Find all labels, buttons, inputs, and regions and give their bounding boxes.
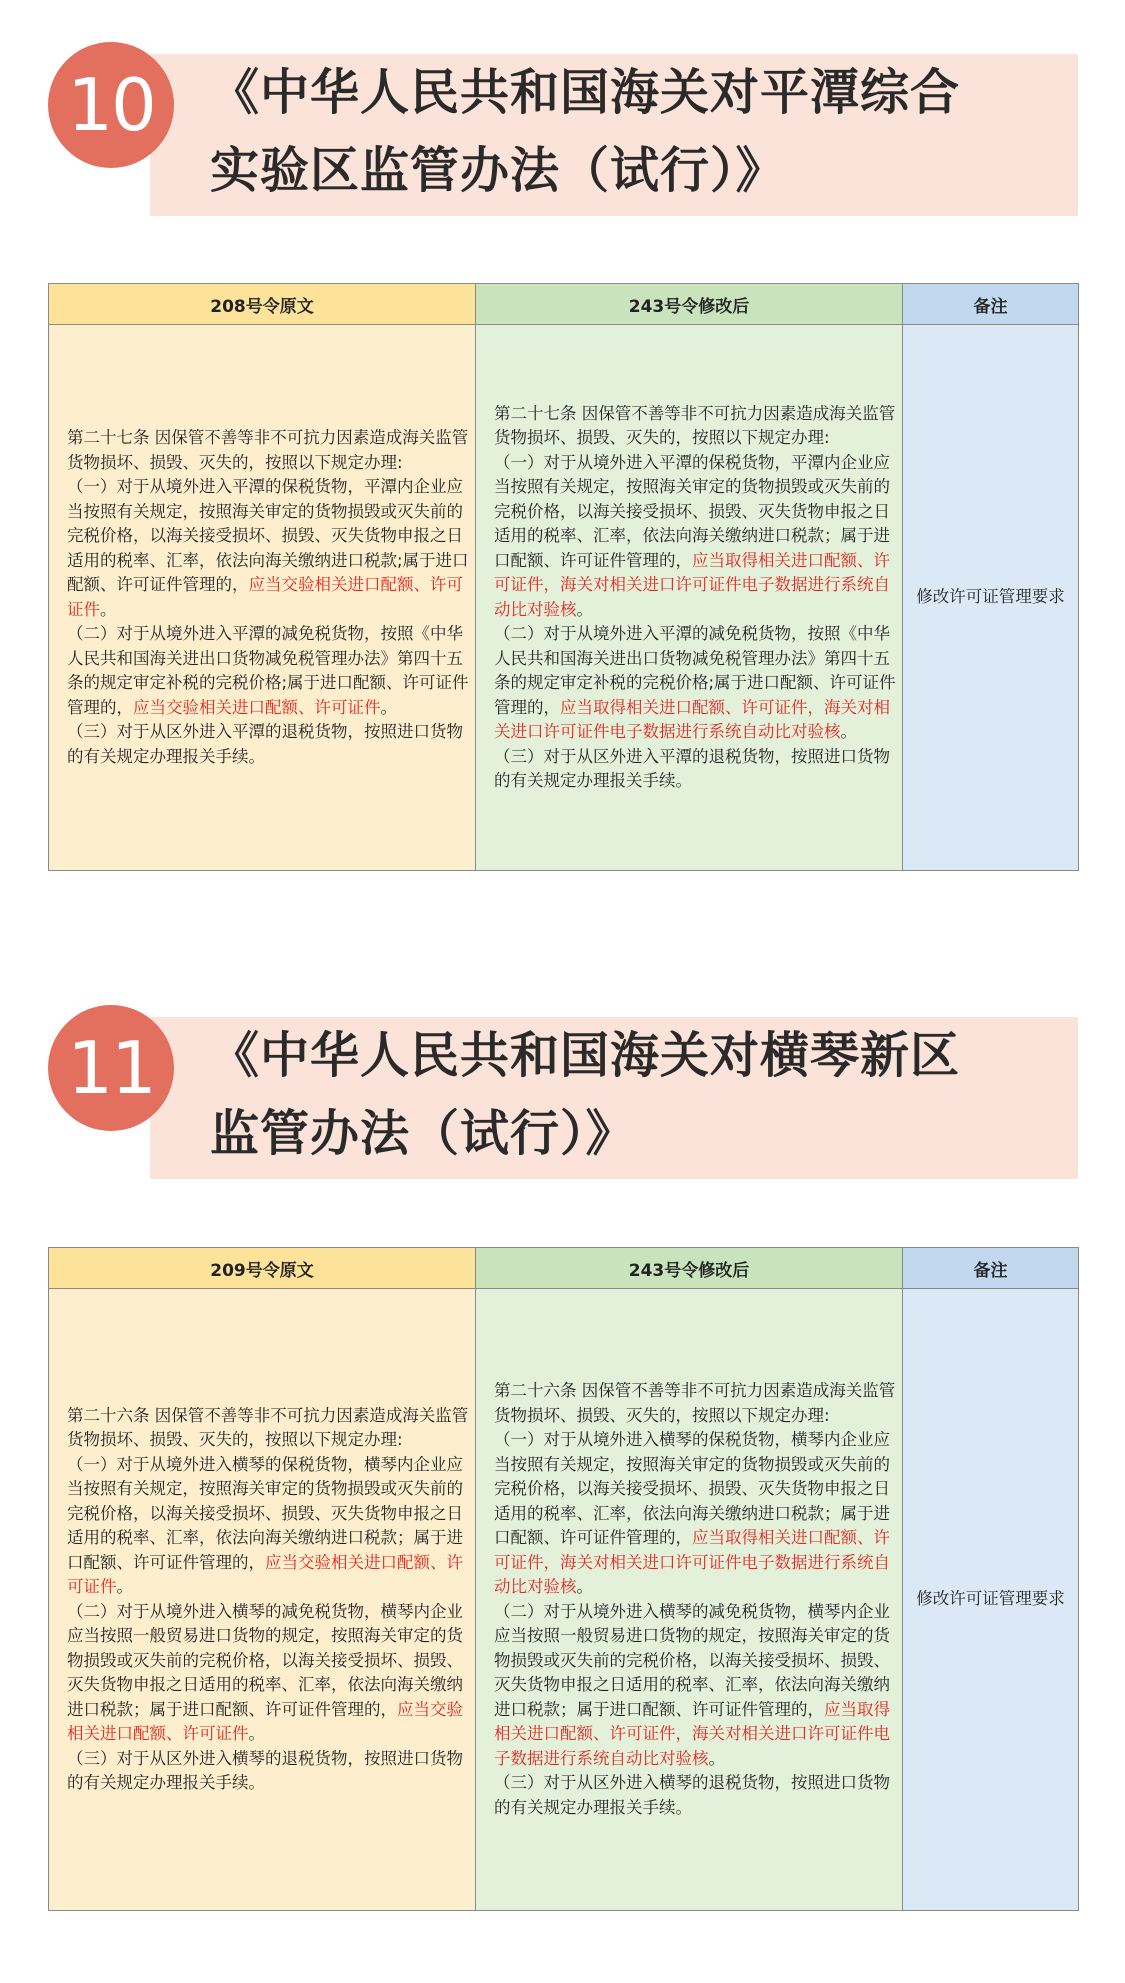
- article-intro: 第二十七条 因保管不善等非不可抗力因素造成海关监管货物损坏、损毁、灭失的，按照以下规定办理:: [67, 428, 469, 472]
- article-intro: 第二十七条 因保管不善等非不可抗力因素造成海关监管货物损坏、损毁、灭失的，按照以下规定办理:: [494, 403, 896, 447]
- clause-3: （三）对于从区外进入横琴的退税货物，按照进口货物的有关规定办理报关手续。: [494, 1773, 890, 1817]
- clause-2: （二）对于从境外进入横琴的减免税货物，横琴内企业应当按照一般贸易进口货物的规定，按照海关审定的货物损毁或灭失前的完税价格，以海关接受损坏、损毁、灭失货物申报之日适用的税率、汇率，依法向海关缴纳进口税款；属于进口配额、许可证件管理的，应当交验相关进口配额、许可证件。: [67, 1601, 463, 1743]
- clause-2: （二）对于从境外进入横琴的减免税货物，横琴内企业应当按照一般贸易进口货物的规定，按照海关审定的货物损毁或灭失前的完税价格，以海关接受损坏、损毁、灭失货物申报之日适用的税率、汇率，依法向海关缴纳进口税款；属于进口配额、许可证件管理的，应当取得相关进口配额、许可证件，海关对相关进口许可证件电子数据进行系统自动比对验核。: [494, 1601, 890, 1768]
- clause-2: （二）对于从境外进入平潭的减免税货物，按照《中华人民共和国海关进出口货物减免税管理办法》第四十五条的规定审定补税的完税价格;属于进口配额、许可证件管理的，应当取得相关进口配额、许可证件，海关对相关进口许可证件电子数据进行系统自动比对验核。: [494, 624, 896, 741]
- clause-1: （一）对于从境外进入横琴的保税货物，横琴内企业应当按照有关规定，按照海关审定的货物损毁或灭失前的完税价格，以海关接受损坏、损毁、灭失货物申报之日适用的税率、汇率，依法向海关缴纳进口税款；属于进口配额、许可证件管理的，应当交验相关进口配额、许可证件。: [67, 1454, 463, 1596]
- title-line-2: 监管办法（试行）》: [210, 1105, 636, 1162]
- article-intro: 第二十六条 因保管不善等非不可抗力因素造成海关监管货物损坏、损毁、灭失的，按照以下规定办理:: [67, 1405, 469, 1449]
- highlighted-change: 应当取得相关进口配额、许可证件，海关对相关进口许可证件电子数据进行系统自动比对验核: [494, 1699, 890, 1768]
- comparison-table: [48, 1247, 1079, 1911]
- header-original: 208号令原文: [49, 284, 476, 325]
- clause-3: （三）对于从区外进入平潭的退税货物，按照进口货物的有关规定办理报关手续。: [494, 746, 890, 790]
- title-line-2: 实验区监管办法（试行）》: [210, 142, 786, 199]
- clause-1: （一）对于从境外进入横琴的保税货物，横琴内企业应当按照有关规定，按照海关审定的货物损毁或灭失前的完税价格，以海关接受损坏、损毁、灭失货物申报之日适用的税率、汇率，依法向海关缴纳进口税款；属于进口配额、许可证件管理的，应当取得相关进口配额、许可证件，海关对相关进口许可证件电子数据进行系统自动比对验核。: [494, 1430, 890, 1596]
- article-intro: 第二十六条 因保管不善等非不可抗力因素造成海关监管货物损坏、损毁、灭失的，按照以下规定办理:: [494, 1381, 896, 1425]
- title-line-1: 《中华人民共和国海关对平潭综合: [210, 64, 961, 121]
- header-note: 备注: [903, 284, 1079, 325]
- original-text-cell: [49, 1289, 476, 1911]
- highlighted-change: 应当交验相关进口配额、许可证件: [67, 575, 463, 619]
- header-original: 209号令原文: [49, 1248, 476, 1289]
- header-note: 备注: [903, 1248, 1079, 1289]
- section-title: [210, 54, 1070, 210]
- highlighted-change: 应当取得相关进口配额、许可证件，海关对相关进口许可证件电子数据进行系统自动比对验核: [494, 697, 890, 741]
- clause-1: （一）对于从境外进入平潭的保税货物，平潭内企业应当按照有关规定，按照海关审定的货物损毁或灭失前的完税价格，以海关接受损坏、损毁、灭失货物申报之日适用的税率、汇率，依法向海关缴纳进口税款;属于进口配额、许可证件管理的，应当交验相关进口配额、许可证件。: [67, 477, 469, 619]
- highlighted-change: 应当交验相关进口配额、许可证件: [133, 697, 381, 717]
- clause-2: （二）对于从境外进入平潭的减免税货物，按照《中华人民共和国海关进出口货物减免税管理办法》第四十五条的规定审定补税的完税价格;属于进口配额、许可证件管理的，应当交验相关进口配额、许可证件。: [67, 624, 469, 717]
- header-revised: 243号令修改后: [476, 284, 903, 325]
- note-cell: 修改许可证管理要求: [903, 1289, 1079, 1911]
- note-cell: 修改许可证管理要求: [903, 325, 1079, 871]
- revised-text-cell: [476, 1289, 903, 1911]
- original-text-cell: [49, 325, 476, 871]
- clause-3: （三）对于从区外进入平潭的退税货物，按照进口货物的有关规定办理报关手续。: [67, 722, 463, 766]
- header-revised: 243号令修改后: [476, 1248, 903, 1289]
- clause-3: （三）对于从区外进入横琴的退税货物，按照进口货物的有关规定办理报关手续。: [67, 1748, 463, 1792]
- highlighted-change: 应当取得相关进口配额、许可证件，海关对相关进口许可证件电子数据进行系统自动比对验核: [494, 550, 890, 619]
- highlighted-change: 应当取得相关进口配额、许可证件，海关对相关进口许可证件电子数据进行系统自动比对验核: [494, 1528, 890, 1596]
- section-number-badge: 10: [48, 42, 174, 168]
- section-title: [210, 1017, 1070, 1173]
- highlighted-change: 应当交验相关进口配额、许可证件: [67, 1699, 463, 1743]
- comparison-table: [48, 283, 1079, 871]
- highlighted-change: 应当交验相关进口配额、许可证件: [67, 1552, 463, 1596]
- clause-1: （一）对于从境外进入平潭的保税货物，平潭内企业应当按照有关规定，按照海关审定的货物损毁或灭失前的完税价格，以海关接受损坏、损毁、灭失货物申报之日适用的税率、汇率，依法向海关缴纳进口税款；属于进口配额、许可证件管理的，应当取得相关进口配额、许可证件，海关对相关进口许可证件电子数据进行系统自动比对验核。: [494, 452, 890, 619]
- section-number-badge: 11: [48, 1005, 174, 1131]
- title-line-1: 《中华人民共和国海关对横琴新区: [210, 1027, 961, 1084]
- revised-text-cell: [476, 325, 903, 871]
